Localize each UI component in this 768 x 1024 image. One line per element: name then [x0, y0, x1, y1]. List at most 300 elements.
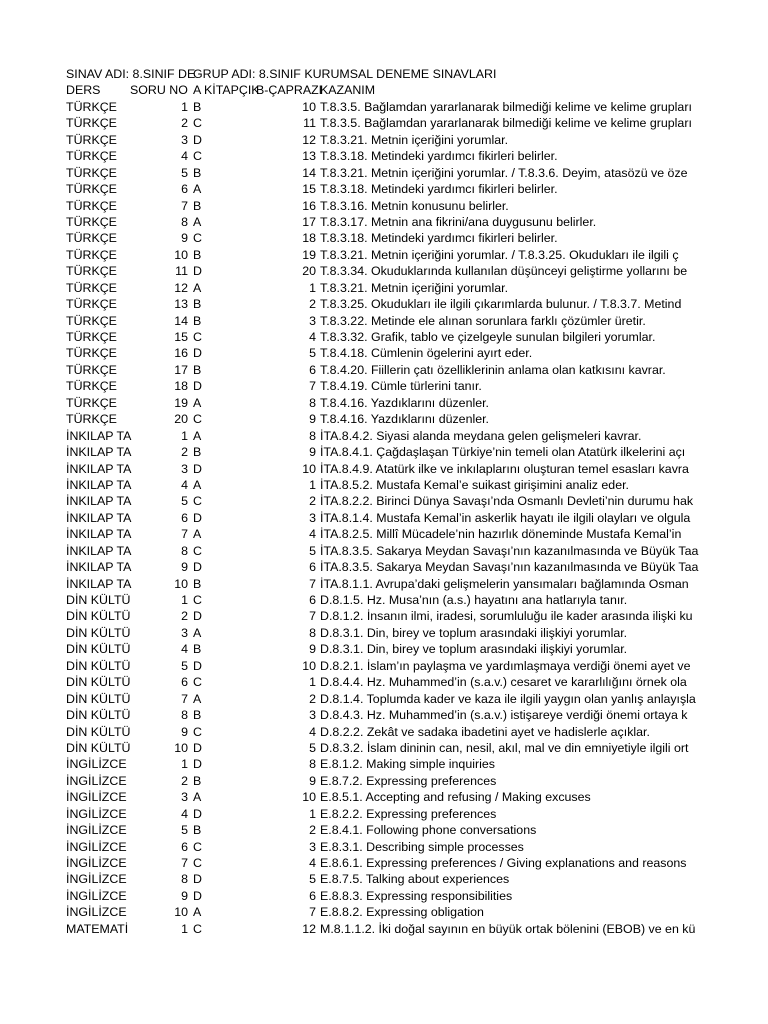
table-row — [0, 230, 768, 246]
lesson-cell: TÜRKÇE — [66, 264, 117, 279]
outcome-cell: D.8.2.2. Zekât ve sadaka ibadetini ayet ve hadislerle açıklar. — [320, 724, 650, 739]
question-no-cell: 10 — [174, 740, 188, 755]
a-booklet-cell: D — [193, 132, 202, 147]
lesson-cell: İNKILAP TA — [66, 494, 132, 509]
a-booklet-cell: A — [193, 280, 202, 295]
b-cross-cell: 7 — [309, 576, 316, 591]
table-row — [0, 165, 768, 181]
b-cross-cell: 8 — [309, 428, 316, 443]
lesson-cell: TÜRKÇE — [66, 412, 117, 427]
b-cross-cell: 2 — [309, 297, 316, 312]
outcome-cell: D.8.1.4. Toplumda kader ve kaza ile ilgili yaygın olan yanlış anlayışla — [320, 691, 696, 706]
table-row — [0, 329, 768, 345]
question-no-cell: 8 — [181, 872, 188, 887]
table-row — [0, 296, 768, 312]
a-booklet-cell: A — [193, 691, 202, 706]
table-row — [0, 345, 768, 361]
a-booklet-cell: B — [193, 99, 202, 114]
lesson-cell: TÜRKÇE — [66, 149, 117, 164]
b-cross-cell: 6 — [309, 362, 316, 377]
lesson-cell: İNGİLİZCE — [66, 790, 127, 805]
question-no-cell: 2 — [181, 609, 188, 624]
table-row — [0, 510, 768, 526]
question-no-cell: 10 — [174, 247, 188, 262]
lesson-cell: İNGİLİZCE — [66, 806, 127, 821]
outcome-cell: D.8.2.1. İslam’ın paylaşma ve yardımlaşmaya verdiği önemi ayet ve — [320, 658, 691, 673]
question-no-cell: 9 — [181, 724, 188, 739]
a-booklet-cell: C — [193, 675, 202, 690]
a-booklet-cell: C — [193, 231, 202, 246]
question-no-cell: 3 — [181, 790, 188, 805]
outcome-cell: E.8.7.5. Talking about experiences — [320, 872, 510, 887]
table-row — [0, 181, 768, 197]
outcome-cell: T.8.4.16. Yazdıklarını düzenler. — [320, 412, 489, 427]
table-row — [0, 691, 768, 707]
lesson-cell: İNKILAP TA — [66, 461, 132, 476]
outcome-cell: T.8.3.21. Metnin içeriğini yorumlar. — [320, 132, 509, 147]
b-cross-cell: 5 — [309, 346, 316, 361]
a-booklet-cell: A — [193, 182, 202, 197]
table-row — [0, 855, 768, 871]
table-row — [0, 608, 768, 624]
b-cross-cell: 8 — [309, 395, 316, 410]
question-no-cell: 7 — [181, 691, 188, 706]
outcome-cell: T.8.3.25. Okudukları ile ilgili çıkarımlarda bulunur. / T.8.3.7. Metind — [320, 297, 682, 312]
lesson-cell: DİN KÜLTÜ — [66, 625, 131, 640]
lesson-cell: TÜRKÇE — [66, 132, 117, 147]
table-row — [0, 740, 768, 756]
outcome-cell: T.8.4.20. Fiillerin çatı özelliklerinin anlama olan katkısını kavrar. — [320, 362, 666, 377]
question-no-cell: 1 — [181, 99, 188, 114]
outcome-cell: İTA.8.2.2. Birinci Dünya Savaşı’nda Osmanlı Devleti’nin durumu hak — [320, 494, 694, 509]
a-booklet-cell: A — [193, 428, 202, 443]
a-booklet-cell: C — [193, 412, 202, 427]
table-row — [0, 641, 768, 657]
question-no-cell: 3 — [181, 132, 188, 147]
question-no-cell: 1 — [181, 921, 188, 936]
outcome-cell: D.8.1.2. İnsanın ilmi, iradesi, sorumluluğu ile kader arasında ilişki ku — [320, 609, 693, 624]
a-booklet-cell: D — [193, 806, 202, 821]
b-cross-cell: 12 — [302, 132, 316, 147]
lesson-cell: DİN KÜLTÜ — [66, 724, 131, 739]
b-cross-cell: 16 — [302, 198, 316, 213]
lesson-cell: DİN KÜLTÜ — [66, 740, 131, 755]
b-cross-cell: 7 — [309, 609, 316, 624]
outcome-cell: T.8.3.5. Bağlamdan yararlanarak bilmediği kelime ve kelime grupları — [320, 116, 692, 131]
table-row — [0, 444, 768, 460]
a-booklet-cell: D — [193, 510, 202, 525]
lesson-cell: TÜRKÇE — [66, 214, 117, 229]
a-booklet-cell: B — [193, 823, 202, 838]
question-no-cell: 5 — [181, 494, 188, 509]
outcome-cell: D.8.3.1. Din, birey ve toplum arasındaki ilişkiyi yorumlar. — [320, 642, 628, 657]
b-cross-cell: 9 — [309, 412, 316, 427]
outcome-cell: KAZANIM — [320, 83, 376, 98]
b-cross-cell: 9 — [309, 445, 316, 460]
outcome-cell: E.8.8.3. Expressing responsibilities — [320, 888, 513, 903]
lesson-cell: İNKILAP TA — [66, 560, 132, 575]
question-no-cell: 14 — [174, 313, 188, 328]
a-booklet-cell: A — [193, 395, 202, 410]
outcome-cell: D.8.4.3. Hz. Muhammed’in (s.a.v.) istişareye verdiği önemi ortaya k — [320, 708, 688, 723]
b-cross-cell: 6 — [309, 888, 316, 903]
column-header-row — [0, 82, 768, 98]
b-cross-cell: 8 — [309, 757, 316, 772]
b-cross-cell: 4 — [309, 527, 316, 542]
outcome-cell: T.8.3.21. Metnin içeriğini yorumlar. — [320, 280, 509, 295]
a-booklet-cell: C — [193, 494, 202, 509]
b-cross-cell: 1 — [309, 675, 316, 690]
question-no-cell: 5 — [181, 658, 188, 673]
lesson-cell: TÜRKÇE — [66, 395, 117, 410]
a-booklet-cell: B — [193, 642, 202, 657]
table-row — [0, 559, 768, 575]
table-row — [0, 280, 768, 296]
table-row — [0, 198, 768, 214]
question-no-cell: 6 — [181, 839, 188, 854]
question-no-cell: 9 — [181, 888, 188, 903]
table-row — [0, 707, 768, 723]
table-row — [0, 247, 768, 263]
lesson-cell: TÜRKÇE — [66, 165, 117, 180]
lesson-cell: İNGİLİZCE — [66, 839, 127, 854]
table-row — [0, 99, 768, 115]
question-no-cell: 7 — [181, 527, 188, 542]
b-cross-cell: 10 — [302, 99, 316, 114]
a-booklet-cell: C — [193, 724, 202, 739]
question-no-cell: 1 — [181, 593, 188, 607]
lesson-cell: İNKILAP TA — [66, 527, 132, 542]
table-row — [0, 543, 768, 559]
table-row — [0, 411, 768, 427]
outcome-cell: T.8.4.16. Yazdıklarını düzenler. — [320, 395, 489, 410]
outcome-cell: T.8.3.5. Bağlamdan yararlanarak bilmediği kelime ve kelime grupları — [320, 99, 692, 114]
b-cross-cell: 3 — [309, 313, 316, 328]
outcome-cell: İTA.8.3.5. Sakarya Meydan Savaşı’nın kazanılmasında ve Büyük Taa — [320, 543, 699, 558]
outcome-cell: E.8.4.1. Following phone conversations — [320, 823, 537, 838]
question-no-cell: 2 — [181, 773, 188, 788]
a-booklet-cell: D — [193, 264, 202, 279]
table-row — [0, 904, 768, 920]
a-booklet-cell: D — [193, 560, 202, 575]
lesson-cell: İNKILAP TA — [66, 510, 132, 525]
exam-title-row — [0, 66, 768, 82]
lesson-cell: DİN KÜLTÜ — [66, 658, 131, 673]
question-no-cell: 1 — [181, 428, 188, 443]
table-row — [0, 378, 768, 394]
table-row — [0, 576, 768, 592]
lesson-cell: TÜRKÇE — [66, 280, 117, 295]
a-booklet-cell: A KİTAPÇIK — [193, 83, 260, 98]
lesson-cell: İNKILAP TA — [66, 445, 132, 460]
b-cross-cell: 3 — [309, 708, 316, 723]
a-booklet-cell: D — [193, 740, 202, 755]
table-row — [0, 526, 768, 542]
b-cross-cell: 2 — [309, 494, 316, 509]
table-row — [0, 592, 768, 608]
outcome-cell: İTA.8.4.1. Çağdaşlaşan Türkiye’nin temeli olan Atatürk ilkelerini açı — [320, 445, 686, 460]
question-no-cell: 17 — [174, 362, 188, 377]
a-booklet-cell: A — [193, 214, 202, 229]
lesson-cell: DERS — [66, 83, 101, 98]
lesson-cell: İNGİLİZCE — [66, 773, 127, 788]
a-booklet-cell: B — [193, 247, 202, 262]
question-no-cell: 3 — [181, 461, 188, 476]
a-booklet-cell: C — [193, 921, 202, 936]
question-no-cell: 2 — [181, 116, 188, 131]
a-booklet-cell: C — [193, 543, 202, 558]
b-cross-cell: 2 — [309, 691, 316, 706]
lesson-cell: İNGİLİZCE — [66, 823, 127, 838]
table-row — [0, 625, 768, 641]
question-no-cell: 2 — [181, 445, 188, 460]
table-row — [0, 428, 768, 444]
outcome-cell: T.8.3.18. Metindeki yardımcı fikirleri belirler. — [320, 149, 558, 164]
table-row — [0, 461, 768, 477]
b-cross-cell: 1 — [309, 806, 316, 821]
question-no-cell: 4 — [181, 806, 188, 821]
a-booklet-cell: B — [193, 198, 202, 213]
b-cross-cell: 5 — [309, 872, 316, 887]
b-cross-cell: 10 — [302, 658, 316, 673]
question-no-cell: 6 — [181, 182, 188, 197]
lesson-cell: TÜRKÇE — [66, 346, 117, 361]
a-booklet-cell: D — [193, 658, 202, 673]
a-booklet-cell: GRUP ADI: 8.SINIF KURUMSAL DENEME SINAVLARI — [193, 67, 497, 81]
question-no-cell: 7 — [181, 198, 188, 213]
question-no-cell: 6 — [181, 510, 188, 525]
a-booklet-cell: D — [193, 888, 202, 903]
table-row — [0, 773, 768, 789]
lesson-cell: İNGİLİZCE — [66, 872, 127, 887]
table-row — [0, 132, 768, 148]
outcome-cell: T.8.3.17. Metnin ana fikrini/ana duygusunu belirler. — [320, 214, 597, 229]
question-no-cell: 18 — [174, 379, 188, 394]
outcome-cell: T.8.3.21. Metnin içeriğini yorumlar. / T.8.3.6. Deyim, atasözü ve öze — [320, 165, 688, 180]
a-booklet-cell: B — [193, 362, 202, 377]
lesson-cell: İNGİLİZCE — [66, 905, 127, 920]
a-booklet-cell: A — [193, 527, 202, 542]
outcome-cell: T.8.3.21. Metnin içeriğini yorumlar. / T.8.3.25. Okudukları ile ilgili ç — [320, 247, 679, 262]
a-booklet-cell: A — [193, 625, 202, 640]
table-row — [0, 362, 768, 378]
outcome-cell: T.8.4.18. Cümlenin ögelerini ayırt eder. — [320, 346, 533, 361]
b-cross-cell: 7 — [309, 905, 316, 920]
b-cross-cell: 5 — [309, 543, 316, 558]
b-cross-cell: 4 — [309, 856, 316, 870]
a-booklet-cell: A — [193, 905, 202, 920]
outcome-cell: E.8.6.1. Expressing preferences / Giving explanations and reasons — [320, 856, 687, 870]
lesson-cell: İNKILAP TA — [66, 543, 132, 558]
outcome-cell: E.8.5.1. Accepting and refusing / Making excuses — [320, 790, 591, 805]
outcome-cell: E.8.8.2. Expressing obligation — [320, 905, 484, 920]
table-row — [0, 658, 768, 674]
outcome-cell: İTA.8.1.4. Mustafa Kemal’in askerlik hayatı ile ilgili olayları ve olgula — [320, 510, 691, 525]
lesson-cell: İNGİLİZCE — [66, 757, 127, 772]
b-cross-cell: 3 — [309, 510, 316, 525]
lesson-cell: SINAV ADI: 8.SINIF DE — [66, 67, 196, 81]
question-no-cell: 15 — [174, 330, 188, 344]
lesson-cell: TÜRKÇE — [66, 99, 117, 114]
b-cross-cell: 5 — [309, 740, 316, 755]
b-cross-cell: 6 — [309, 560, 316, 575]
outcome-cell: D.8.4.4. Hz. Muhammed’in (s.a.v.) cesaret ve kararlılığını örnek ola — [320, 675, 687, 690]
lesson-cell: TÜRKÇE — [66, 313, 117, 328]
question-no-cell: 12 — [174, 280, 188, 295]
lesson-cell: TÜRKÇE — [66, 231, 117, 246]
question-no-cell: 9 — [181, 560, 188, 575]
b-cross-cell: 12 — [302, 921, 316, 936]
b-cross-cell: 10 — [302, 461, 316, 476]
question-no-cell: 4 — [181, 149, 188, 164]
a-booklet-cell: C — [193, 330, 202, 344]
b-cross-cell: 7 — [309, 379, 316, 394]
b-cross-cell: 15 — [302, 182, 316, 197]
table-row — [0, 477, 768, 493]
answer-key-sheet — [0, 66, 768, 946]
lesson-cell: DİN KÜLTÜ — [66, 642, 131, 657]
outcome-cell: T.8.3.16. Metnin konusunu belirler. — [320, 198, 509, 213]
table-row — [0, 871, 768, 887]
table-row — [0, 395, 768, 411]
table-row — [0, 839, 768, 855]
table-row — [0, 806, 768, 822]
question-no-cell: 20 — [174, 412, 188, 427]
outcome-cell: T.8.3.22. Metinde ele alınan sorunlara farklı çözümler üretir. — [320, 313, 646, 328]
lesson-cell: İNGİLİZCE — [66, 856, 127, 870]
question-no-cell: 9 — [181, 231, 188, 246]
lesson-cell: İNKILAP TA — [66, 428, 132, 443]
table-row — [0, 888, 768, 904]
b-cross-cell: 9 — [309, 773, 316, 788]
table-row — [0, 756, 768, 772]
b-cross-cell: 14 — [302, 165, 316, 180]
lesson-cell: TÜRKÇE — [66, 379, 117, 394]
table-row — [0, 115, 768, 131]
question-no-cell: 11 — [175, 264, 188, 279]
outcome-cell: M.8.1.1.2. İki doğal sayının en büyük ortak bölenini (EBOB) ve en kü — [320, 921, 696, 936]
a-booklet-cell: A — [193, 477, 202, 492]
outcome-cell: T.8.4.19. Cümle türlerini tanır. — [320, 379, 482, 394]
question-no-cell: 10 — [174, 905, 188, 920]
a-booklet-cell: D — [193, 346, 202, 361]
a-booklet-cell: C — [193, 839, 202, 854]
table-row — [0, 214, 768, 230]
question-no-cell: SORU NO — [130, 83, 188, 98]
table-row — [0, 789, 768, 805]
b-cross-cell: 10 — [302, 790, 316, 805]
b-cross-cell: 11 — [303, 116, 316, 131]
question-no-cell: 13 — [174, 297, 188, 312]
a-booklet-cell: B — [193, 773, 202, 788]
table-row — [0, 674, 768, 690]
outcome-cell: İTA.8.4.9. Atatürk ilke ve inkılaplarını oluşturan temel esasları kavra — [320, 461, 689, 476]
a-booklet-cell: B — [193, 708, 202, 723]
outcome-cell: E.8.1.2. Making simple inquiries — [320, 757, 495, 772]
b-cross-cell: 6 — [309, 593, 316, 607]
a-booklet-cell: D — [193, 461, 202, 476]
table-row — [0, 263, 768, 279]
outcome-cell: İTA.8.3.5. Sakarya Meydan Savaşı’nın kazanılmasında ve Büyük Taa — [320, 560, 699, 575]
question-no-cell: 8 — [181, 214, 188, 229]
lesson-cell: TÜRKÇE — [66, 297, 117, 312]
table-row — [0, 724, 768, 740]
lesson-cell: TÜRKÇE — [66, 198, 117, 213]
a-booklet-cell: C — [193, 593, 202, 607]
lesson-cell: İNKILAP TA — [66, 477, 132, 492]
outcome-cell: İTA.8.4.2. Siyasi alanda meydana gelen gelişmeleri kavrar. — [320, 428, 642, 443]
question-no-cell: 7 — [181, 856, 188, 870]
b-cross-cell: 20 — [302, 264, 316, 279]
lesson-cell: DİN KÜLTÜ — [66, 593, 131, 607]
outcome-cell: İTA.8.5.2. Mustafa Kemal’e suikast girişimini analiz eder. — [320, 477, 629, 492]
question-no-cell: 5 — [181, 823, 188, 838]
question-no-cell: 5 — [181, 165, 188, 180]
table-row — [0, 921, 768, 937]
question-no-cell: 3 — [181, 625, 188, 640]
outcome-cell: T.8.3.18. Metindeki yardımcı fikirleri belirler. — [320, 182, 558, 197]
b-cross-cell: 4 — [309, 330, 316, 344]
outcome-cell: T.8.3.34. Okuduklarında kullanılan düşünceyi geliştirme yollarını be — [320, 264, 688, 279]
outcome-cell: E.8.7.2. Expressing preferences — [320, 773, 497, 788]
b-cross-cell: 3 — [309, 839, 316, 854]
question-no-cell: 8 — [181, 543, 188, 558]
b-cross-cell: 18 — [302, 231, 316, 246]
question-no-cell: 8 — [181, 708, 188, 723]
lesson-cell: DİN KÜLTÜ — [66, 691, 131, 706]
table-row — [0, 822, 768, 838]
lesson-cell: DİN KÜLTÜ — [66, 609, 131, 624]
table-row — [0, 493, 768, 509]
lesson-cell: TÜRKÇE — [66, 362, 117, 377]
outcome-cell: T.8.3.32. Grafik, tablo ve çizelgeyle sunulan bilgileri yorumlar. — [320, 330, 656, 344]
lesson-cell: TÜRKÇE — [66, 182, 117, 197]
lesson-cell: TÜRKÇE — [66, 247, 117, 262]
lesson-cell: DİN KÜLTÜ — [66, 708, 131, 723]
question-no-cell: 19 — [174, 395, 188, 410]
b-cross-cell: 19 — [302, 247, 316, 262]
b-cross-cell: 1 — [309, 477, 316, 492]
a-booklet-cell: B — [193, 297, 202, 312]
question-no-cell: 4 — [181, 477, 188, 492]
lesson-cell: MATEMATİ — [66, 921, 129, 936]
a-booklet-cell: B — [193, 165, 202, 180]
b-cross-cell: 9 — [309, 642, 316, 657]
a-booklet-cell: D — [193, 757, 202, 772]
a-booklet-cell: B — [193, 445, 202, 460]
b-cross-cell: 2 — [309, 823, 316, 838]
question-no-cell: 10 — [174, 576, 188, 591]
lesson-cell: TÜRKÇE — [66, 116, 117, 131]
a-booklet-cell: D — [193, 872, 202, 887]
outcome-cell: T.8.3.18. Metindeki yardımcı fikirleri belirler. — [320, 231, 558, 246]
question-no-cell: 4 — [181, 642, 188, 657]
outcome-cell: D.8.3.1. Din, birey ve toplum arasındaki ilişkiyi yorumlar. — [320, 625, 628, 640]
lesson-cell: İNKILAP TA — [66, 576, 132, 591]
b-cross-cell: 13 — [302, 149, 316, 164]
question-no-cell: 16 — [174, 346, 188, 361]
a-booklet-cell: C — [193, 856, 202, 870]
b-cross-cell: 8 — [309, 625, 316, 640]
a-booklet-cell: C — [193, 149, 202, 164]
a-booklet-cell: B — [193, 313, 202, 328]
a-booklet-cell: C — [193, 116, 202, 131]
table-row — [0, 148, 768, 164]
question-no-cell: 6 — [181, 675, 188, 690]
outcome-cell: E.8.3.1. Describing simple processes — [320, 839, 524, 854]
a-booklet-cell: A — [193, 790, 202, 805]
table-row — [0, 313, 768, 329]
